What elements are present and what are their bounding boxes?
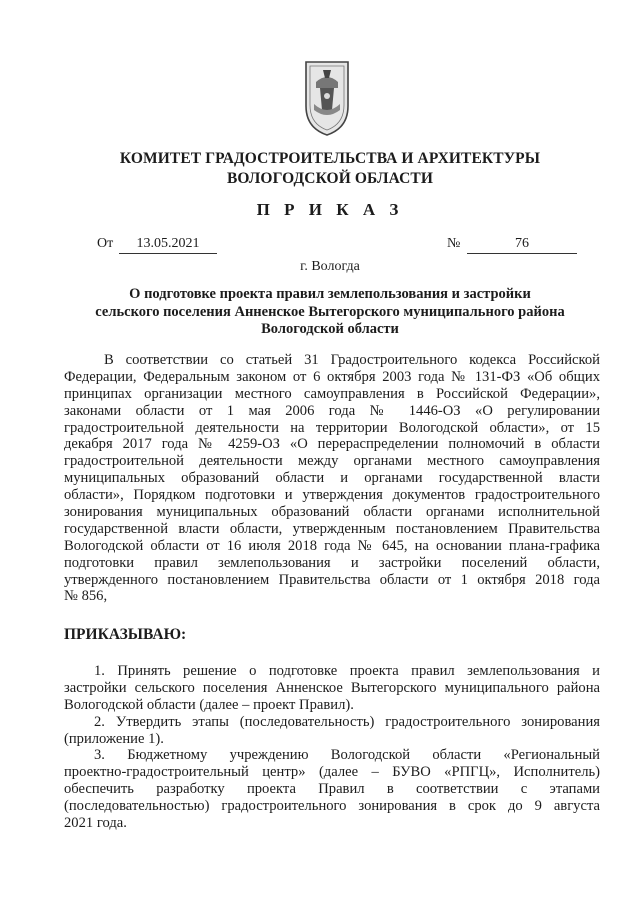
text-line: декабря 2017 года № 4259-ОЗ «О перераспределении полномочий в области <box>64 436 600 453</box>
item-3-line: 3. Бюджетному учреждению Вологодской области «Региональный <box>94 747 600 764</box>
date-label: От <box>97 236 114 251</box>
text-line: градостроительной деятельности на территории Вологодской области», от 15 <box>64 419 600 436</box>
decree-items <box>64 663 600 832</box>
item-2-line: (приложение 1). <box>64 730 164 747</box>
organization-line-1: КОМИТЕТ ГРАДОСТРОИТЕЛЬСТВА И АРХИТЕКТУРЫ <box>119 150 541 167</box>
city: г. Вологда <box>300 259 360 274</box>
decree-heading: ПРИКАЗЫВАЮ: <box>64 626 187 643</box>
text-line: градостроительной деятельности между органами местного самоуправления <box>64 453 600 470</box>
text-line: государственной власти области, утвержденным постановлением Правительства <box>64 520 600 537</box>
text-line: принципах организации местного самоуправления в Российской Федерации», <box>64 385 600 402</box>
number-value: 76 <box>467 236 577 254</box>
text-line: области», Порядком подготовки и утверждения документов градостроительного <box>64 487 600 504</box>
item-1-line: Вологодской области (далее – проект Правил). <box>64 696 354 713</box>
preamble-paragraph <box>64 352 600 605</box>
item-3-line: 2021 года. <box>64 815 127 832</box>
text-line: подготовки правил землепользования и застройки поселений области, <box>64 554 600 571</box>
text-line: Вологодской области от 16 июля 2018 года № 645, на основании плана-графика <box>64 537 600 554</box>
item-3-line: проектно-градостроительный центр» (далее – БУВО «РПГЦ», Исполнитель) <box>64 764 600 781</box>
item-1-line: 1. Принять решение о подготовке проекта правил землепользования и <box>94 663 600 679</box>
item-1-line: застройки сельского поселения Анненское Вытегорского муниципального района <box>64 679 600 696</box>
coat-of-arms-icon <box>302 58 352 138</box>
subject-line: сельского поселения Анненское Вытегорского муниципального района <box>95 303 565 320</box>
text-line: № 856, <box>64 588 108 605</box>
text-line: муниципальных образований области и органами государственной власти <box>64 470 600 487</box>
text-line: зонирования муниципальных образований области органами исполнительной <box>64 504 600 521</box>
organization-name <box>60 149 600 189</box>
text-line: законами области от 1 мая 2006 года № 1446-ОЗ «О регулировании <box>64 402 600 419</box>
document-type: П Р И К А З <box>256 200 404 219</box>
organization-line-2: ВОЛОГОДСКОЙ ОБЛАСТИ <box>226 170 434 187</box>
text-line: В соответствии со статьей 31 Градостроительного кодекса Российской <box>104 352 600 368</box>
text-line: Федерации, Федеральным законом от 6 октября 2003 года № 131-ФЗ «Об общих <box>64 368 600 385</box>
text-line: утвержденного постановлением Правительства области от 1 октября 2018 года <box>64 571 600 588</box>
date-value: 13.05.2021 <box>119 236 217 254</box>
subject-line: О подготовке проекта правил землепользования и застройки <box>129 286 531 302</box>
item-3-line: (последовательностью) градостроительного зонирования в срок до 9 августа <box>64 798 600 815</box>
subject-line: Вологодской области <box>261 321 399 337</box>
number-label: № <box>447 236 461 251</box>
document-subject <box>60 286 600 339</box>
item-2-line: 2. Утвердить этапы (последовательность) градостроительного зонирования <box>94 713 600 730</box>
item-3-line: обеспечить разработку проекта Правил в соответствии с этапами <box>64 781 600 798</box>
